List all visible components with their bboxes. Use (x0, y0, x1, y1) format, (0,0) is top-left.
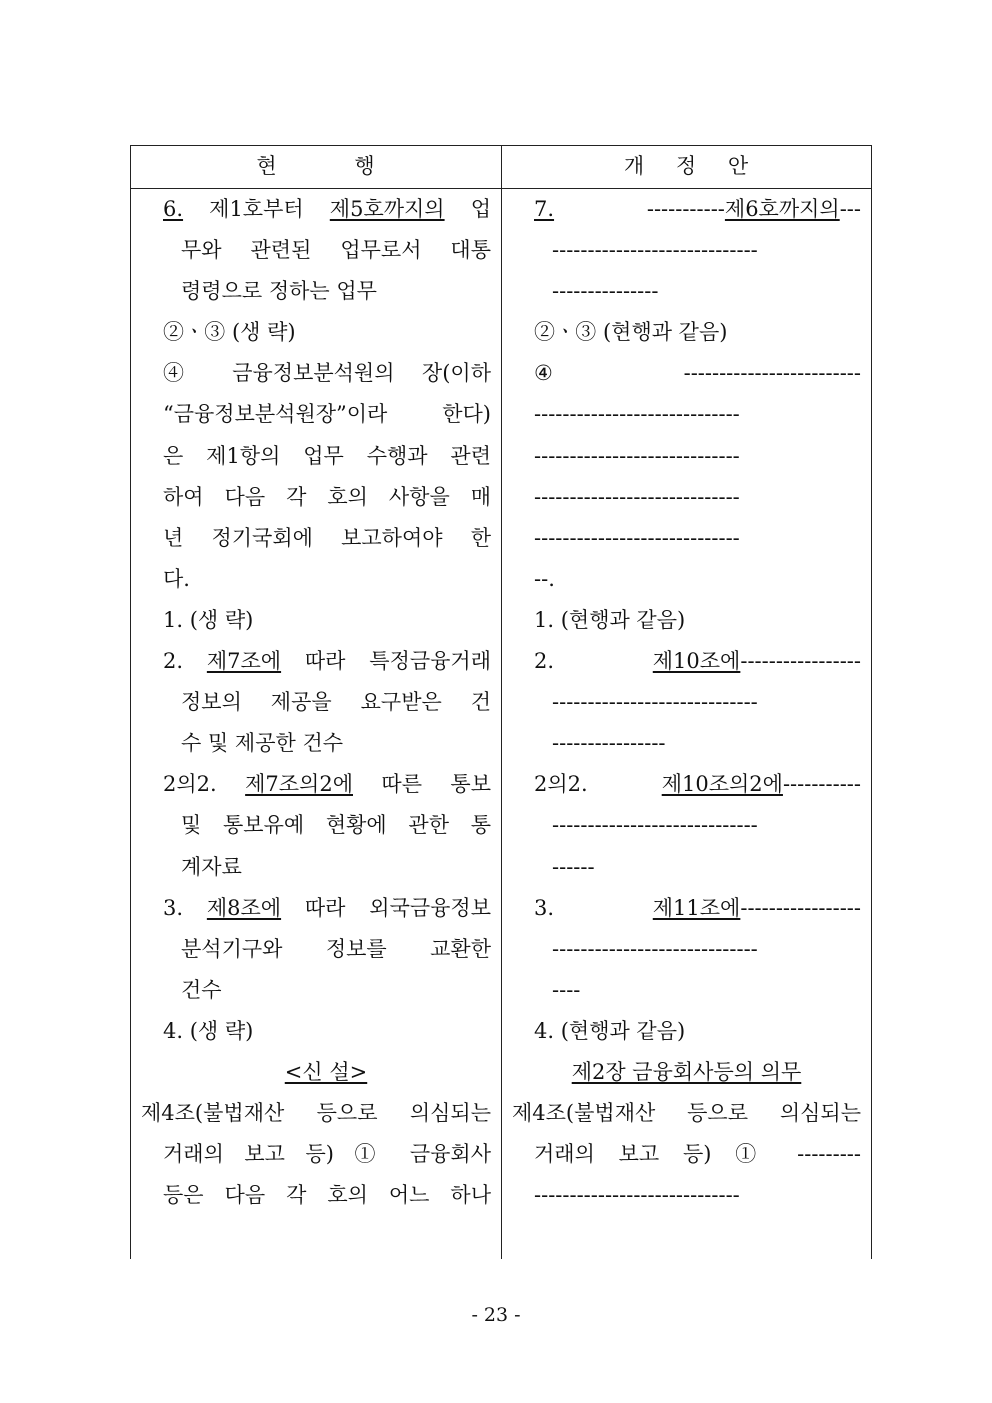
text-line: 4. (현행과 같음) (534, 1018, 686, 1043)
text-line: --------------- (552, 279, 659, 304)
text-line: 다. (163, 566, 190, 591)
article-heading: 제4조(불법재산 등으로 의심되는 (512, 1101, 861, 1126)
text-line: ----------------------------- (552, 936, 758, 961)
text-line: 4. (생 략) (163, 1018, 254, 1043)
text-line: ②ㆍ③ (생 략) (163, 320, 296, 345)
text-line: 분석기구와 정보를 교환한 (181, 936, 491, 961)
article-heading: 제4조(불법재산 등으로 의심되는 (141, 1101, 491, 1126)
text-line: 수 및 제공한 건수 (181, 731, 344, 756)
text-line: ---- (552, 977, 581, 1002)
chapter-heading: 제2장 금융회사등의 의무 (571, 1059, 802, 1084)
text-line: 은 제1항의 업무 수행과 관련 (163, 443, 491, 468)
text-line: 2. 제7조에 따라 특정금융거래 (163, 649, 491, 674)
text-line: “금융정보분석원장”이라 한다) (163, 402, 491, 427)
text-line: 건수 (181, 977, 222, 1002)
comparison-table (130, 145, 872, 1259)
text-line: 2의2. 제7조의2에 따른 통보 (163, 772, 492, 797)
text-line: 1. (현행과 같음) (534, 607, 686, 632)
text-line: 7. -----------제6호까지의--- (534, 197, 861, 221)
text-line: ----------------------------- (552, 238, 758, 263)
proposed-text-column (502, 189, 871, 1216)
text-line: 거래의 보고 등) ① 금융회사 (163, 1142, 491, 1167)
text-line: ----------------------------- (534, 484, 740, 509)
text-line: ④ 금융정보분석원의 장(이하 (163, 361, 491, 386)
text-line: 정보의 제공을 요구받은 건 (181, 690, 491, 715)
header-proposed: 개 정 안 (623, 154, 750, 178)
text-line: 3. 제8조에 따라 외국금융정보 (163, 895, 491, 920)
text-line: 3. 제11조에----------------- (534, 895, 861, 920)
text-line: 2의2. 제10조의2에----------- (534, 772, 861, 797)
text-line: ----------------------------- (534, 1183, 740, 1208)
text-line: 1. (생 략) (163, 607, 254, 632)
text-line: ----------------------------- (534, 443, 740, 468)
text-line: 령령으로 정하는 업무 (181, 279, 377, 304)
text-line: 하여 다음 각 호의 사항을 매 (163, 484, 491, 509)
header-current: 현 행 (256, 154, 376, 178)
text-line: 6. 제1호부터 제5호까지의 업 (163, 197, 491, 221)
text-line: ------ (552, 854, 595, 879)
page-number: - 23 - (471, 1304, 521, 1326)
text-line: ②ㆍ③ (현행과 같음) (534, 320, 728, 345)
text-line: 무와 관련된 업무로서 대통 (181, 238, 491, 263)
text-line: 등은 다음 각 호의 어느 하나 (163, 1183, 491, 1208)
text-line: --. (534, 566, 555, 591)
table-right-border (871, 145, 872, 1259)
new-provision-label: <신 설> (284, 1059, 368, 1084)
text-line: ----------------------------- (534, 525, 740, 550)
text-line: ----------------------------- (534, 402, 740, 427)
text-line: ----------------------------- (552, 813, 758, 838)
text-line: ④ ------------------------- (534, 361, 861, 386)
text-line: ---------------- (552, 731, 666, 756)
text-line: 년 정기국회에 보고하여야 한 (163, 525, 491, 550)
current-text-column (131, 189, 501, 1216)
text-line: 및 통보유예 현황에 관한 통 (181, 813, 491, 838)
text-line: 계자료 (181, 854, 242, 879)
text-line: ----------------------------- (552, 690, 758, 715)
text-line: 2. 제10조에----------------- (534, 649, 861, 674)
text-line: 거래의 보고 등) ① --------- (534, 1142, 861, 1167)
